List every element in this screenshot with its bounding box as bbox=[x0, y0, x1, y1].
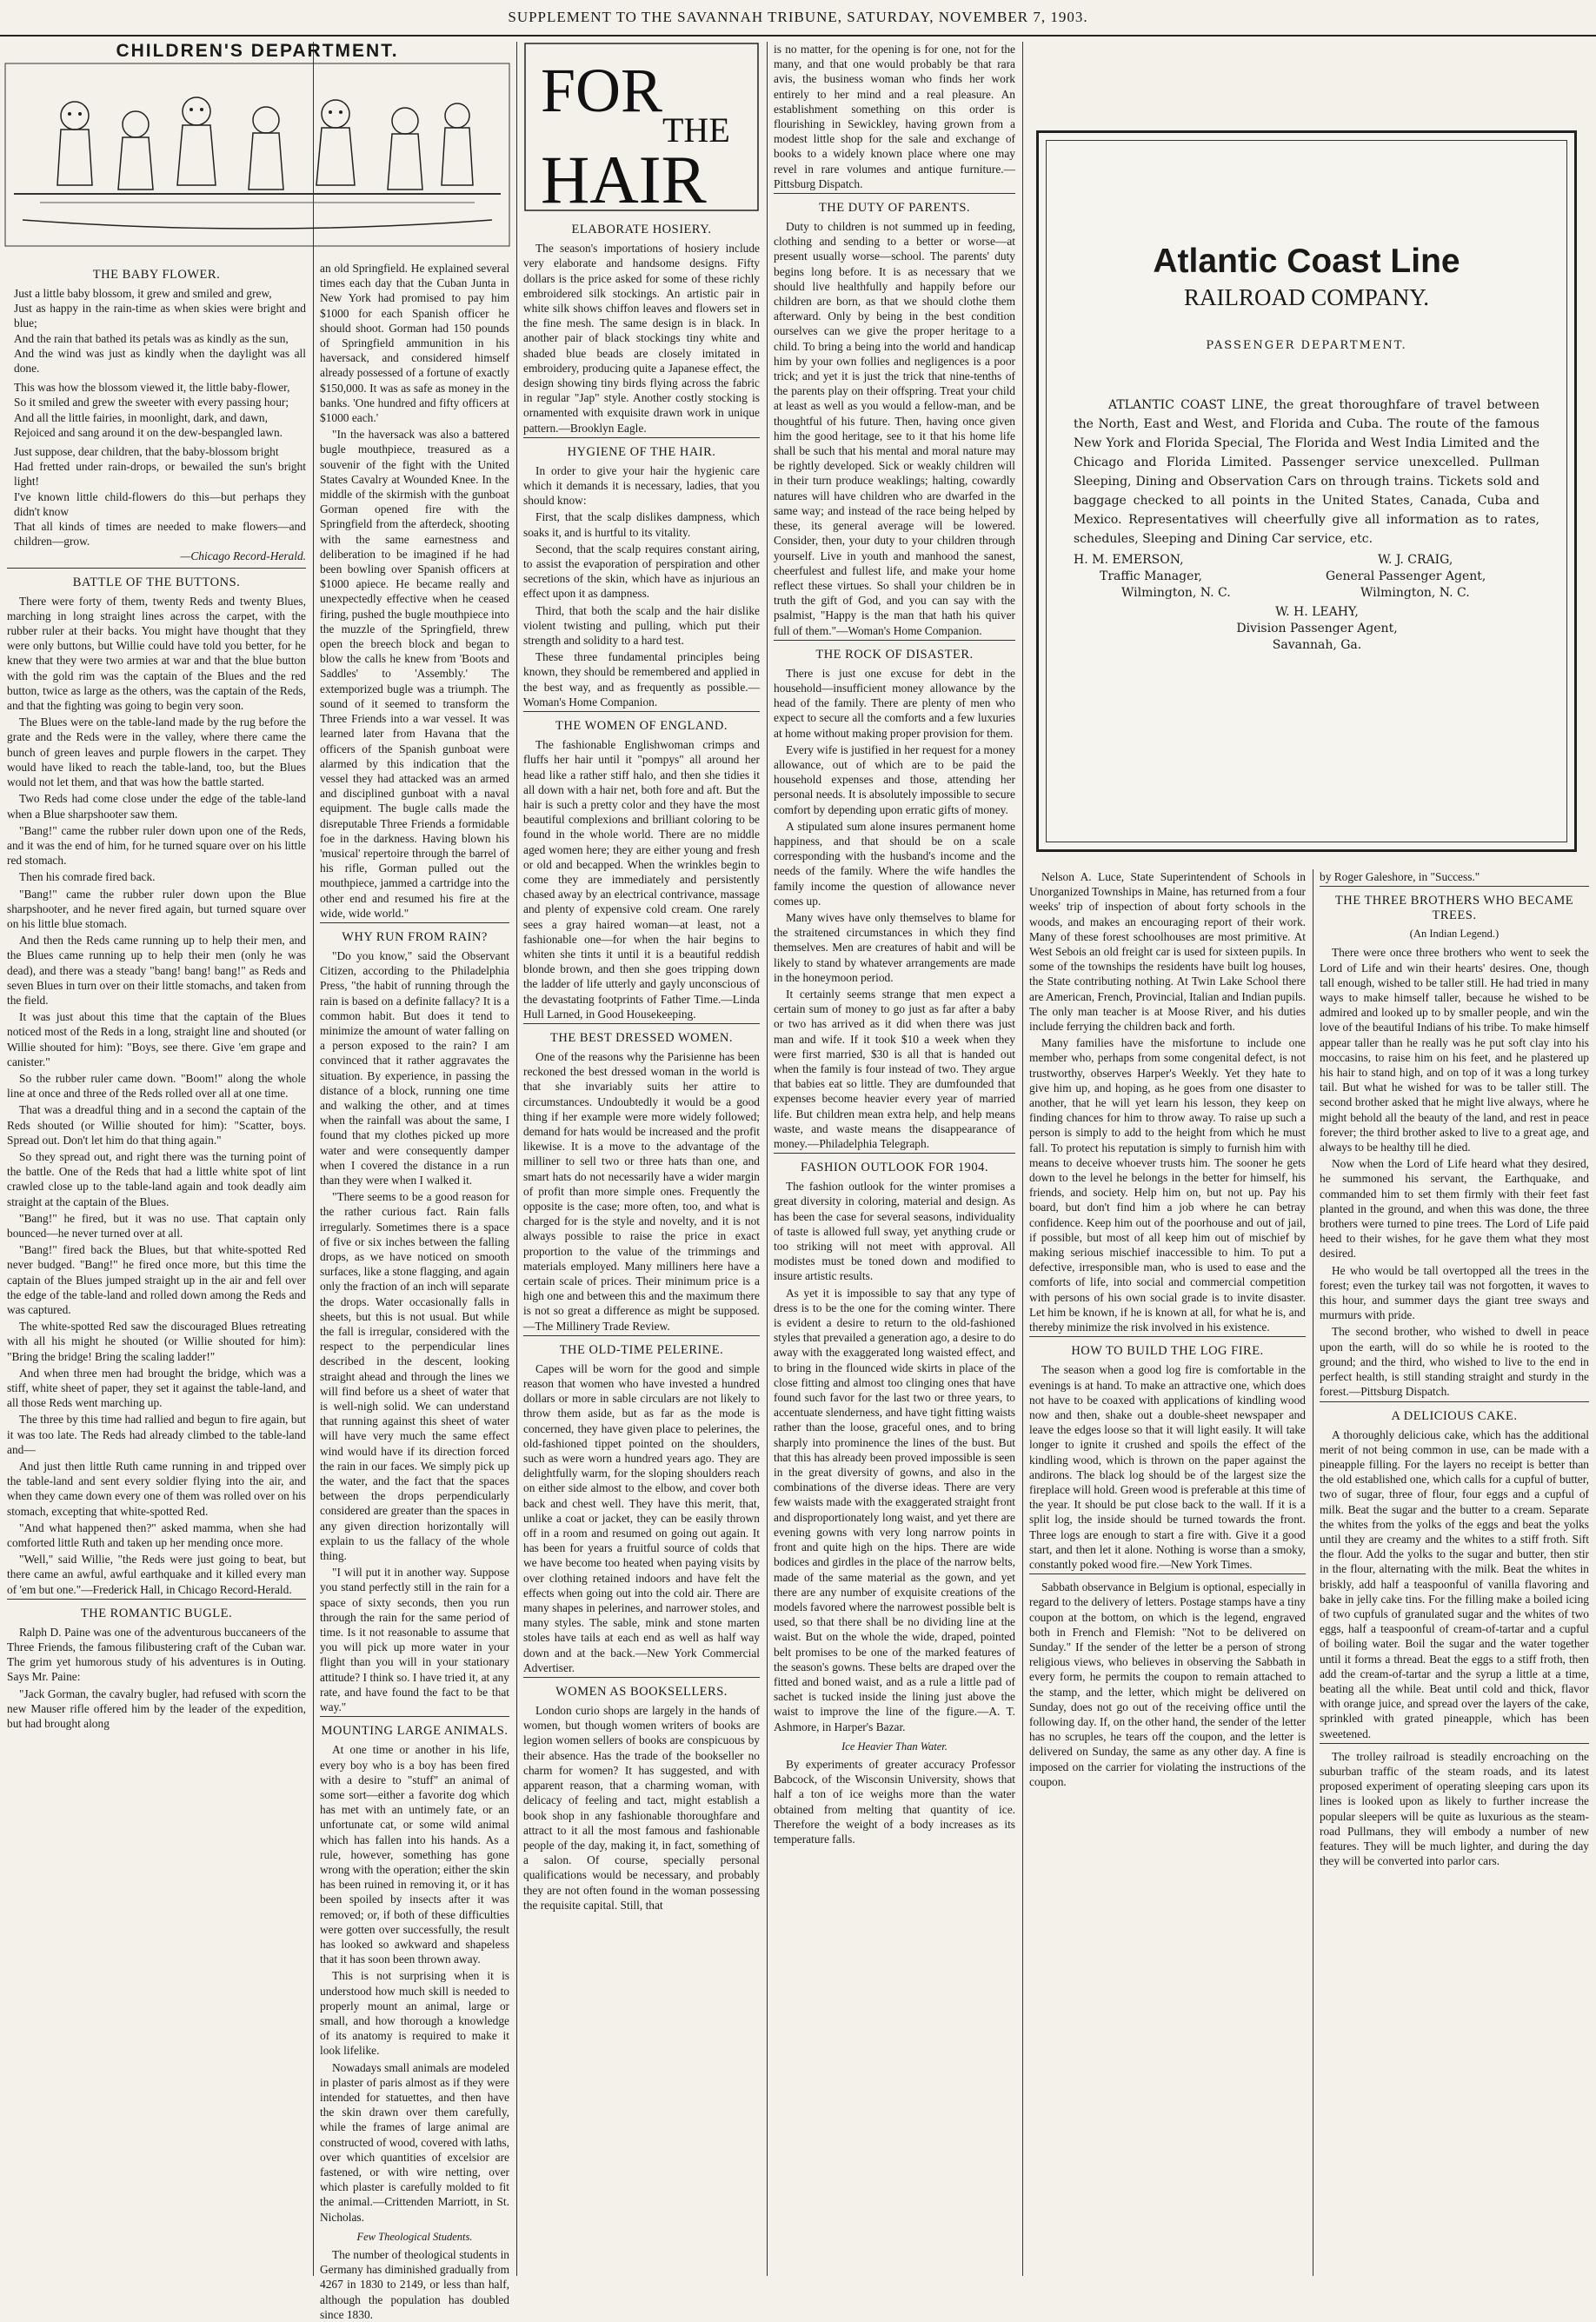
animals-title: MOUNTING LARGE ANIMALS. bbox=[321, 1724, 509, 1739]
paragraph: A stipulated sum alone insures permanent home happiness, and that should be on a scale corresponding with the husband's income and the needs of the family. Where the wife handles the family income the question of allowance never comes up. bbox=[774, 819, 1015, 908]
paragraph: an old Springfield. He explained several times each day that the Cuban Junta in New York had promised to pay him $1000 for each Spanish officer he should shoot. Gorman had 150 pounds of Springfield ammunition in his haversack, and considered himself already possessed of a fortune of exactly $150,000. It was as safe as money in the banks. 'One hundred and fifty officers at $1000 each.' bbox=[320, 262, 509, 425]
paragraph: These three fundamental principles being known, they should be remembered and applied in the best way, and as frequently as possible.—Woman's Home Companion. bbox=[523, 650, 760, 709]
romantic-bugle-title: THE ROMANTIC BUGLE. bbox=[80, 1606, 233, 1620]
paragraph: "Do you know," said the Observant Citizen, according to the Philadelphia Press, "the habit of running through the rain is based on a definite fallacy? It is a common habit. But does it tend to minimize the amount of water falling on a person exposed to the rain? I am convinced that it rather aggravates the situation. By experience, in passing the distance of a block, running one time and walking the other, and at times when the rainfall was about the same, I found that my clothes picked up more water and were consequently damper when I covered the distance in a run than they were when I walked it. bbox=[320, 948, 509, 1187]
paragraph: "Bang!" came the rubber ruler down upon the Blue sharpshooter, and he never fired again, but turned square over on his little blue stomach. bbox=[7, 887, 306, 930]
divider bbox=[774, 1153, 1015, 1154]
paragraph: The season's importations of hosiery include very elaborate and handsome designs. Fifty dollars is the price asked for some of these richly embroidered silk stockings. An artistic pair in white silk shows chiffon leaves and flowers set in the fine mesh. The same design is in black. In another pair of black stockings tiny white and shaded blue beads are closely imitated in embroidery, producing quite a Japanese effect, the design showing tiny birds flying across the fabric in regular "Jap" style. Another costly stocking is ornamented with exquisite drawn work in unique pattern.—Brooklyn Eagle. bbox=[523, 242, 760, 435]
paragraph: The season when a good log fire is comfortable in the evenings is at hand. To make an attractive one, which does not have to be coaxed with applications of kindling wood now and then, shake out a double-sheet newspaper and leave the edges loose so that it will light easily. It will take longer to ignite it crushed and spoils the effect of the kindling wood, which is thrown on the paper against the andirons. The black log should be of the largest size the fireplace will hold. Green wood is preferable at this time of the year. It should be put close back to the wall. If it is a split log, the inside should be turned towards the front. Three logs are enough to start a fire with. Give it a good start, and then let it alone. Nothing is worse than a smoky, constantly poked wood fire.—New York Times. bbox=[1029, 1363, 1306, 1571]
paragraph: And just then little Ruth came running in and tripped over the table-land and sent every soldier flying into the air, and when they came down every one of them was rolled over on his stomach, excepting that white-spotted Red. bbox=[7, 1460, 306, 1518]
ad-signature-title: Traffic Manager, bbox=[1100, 569, 1202, 583]
children-illustration bbox=[5, 63, 509, 246]
divider bbox=[1320, 886, 1589, 887]
divider bbox=[1320, 1743, 1589, 1744]
column-6 bbox=[1320, 869, 1589, 2276]
column-rule bbox=[313, 42, 314, 2276]
for-the-hair-masthead bbox=[523, 42, 760, 217]
paragraph: "Jack Gorman, the cavalry bugler, had refused with scorn the new Mauser rifle offered him by the leader of the expedition, but had brought along bbox=[7, 1687, 306, 1731]
poem-line: I've known little child-flowers do this—but perhaps they didn't know bbox=[14, 489, 306, 518]
column-rule bbox=[516, 42, 517, 2276]
paragraph: And then the Reds came running up to help their men, and the Blues came running up to help their men (only he was dead), and there was a steady "bang! bang! bang!" as Reds and seven Blues in turn over on their little stomachs, and taken from the field. bbox=[7, 934, 306, 1007]
poem-line: And the wind was just as kindly when the daylight was all done. bbox=[14, 346, 306, 376]
paragraph: And when three men had brought the bridge, which was a stiff, white sheet of paper, they set it against the table-land, and all those Reds went marching up. bbox=[7, 1366, 306, 1410]
divider bbox=[320, 922, 509, 923]
ad-signature-city: Wilmington, N. C. bbox=[1360, 586, 1470, 600]
divider bbox=[523, 437, 760, 438]
paragraph: So they spread out, and right there was the turning point of the battle. One of the Reds that had a little white spot of lint crawled close up to the table-land again and took deadly aim straight at the captain of the Blues. bbox=[7, 1149, 306, 1208]
paragraph: Two Reds had come close under the edge of the table-land when a Blue sharpshooter saw them. bbox=[7, 792, 306, 821]
poem-line: And all the little fairies, in moonlight, dark, and dawn, bbox=[14, 410, 268, 424]
paragraph: The second brother, who wished to dwell in peace upon the earth, will do so while he is rooted to the ground; and the third, who wished to live to the end in perfect health, is still standing straight and sturdy in the forest.—Pittsburg Dispatch. bbox=[1320, 1325, 1589, 1399]
poem-line: Just suppose, dear children, that the baby-blossom bright bbox=[14, 445, 279, 459]
paragraph: First, that the scalp dislikes dampness, which soaks it, and is hurtful to its vitality. bbox=[523, 510, 760, 539]
paragraph: As yet it is impossible to say that any type of dress is to be the one for the coming winter. There is evident a desire to return to the old-fashioned styles that prevailed a generation ago, a desire to do away with the exaggerated long waisted effect, and to bring in the flounced wide skirts in place of the close fitting and almost too clinging ones that have found such favor for the last two or three years, to accentuate slenderness, and have tight fitting waists rather than the loose, graceful ones, and to bring sharply into prominence the lines of the bust. But that this has already been proved impossible is seen in the great diversity of gowns, and also in the combinations of the diverse ideas. There are very few waists made with the exaggerated straight front and disproportionately long waist, and yet there are evening gowns with very long narrow points in front and quite high on the hips. There are wide bodices and girdles in the place of the narrow belts, made of the same material as the gown, and yet there are any number of exquisite creations of the models favored where the narrowest possible belt is used, so that there shall be no dividing line at the waist. But on the whole the wide, draped, pointed belt promises to be one of the marked features of the season's gowns. These belts are draped over the fitted and boned waist, and as a rule a little pad of sachet is tucked inside the lining just above the waist to improve the line of the figure.—A. T. Ashmore, in Harper's Bazar. bbox=[774, 1286, 1015, 1733]
divider bbox=[774, 193, 1015, 194]
rain-title: WHY RUN FROM RAIN? bbox=[342, 929, 488, 944]
title-the: THE bbox=[662, 110, 730, 150]
paragraph: The white-spotted Red saw the discouraged Blues retreating with all his might he shouted (or Willie shouted for him): "Bring the bridge! Bring the scaling ladder!" bbox=[7, 1320, 306, 1363]
ice-title: Ice Heavier Than Water. bbox=[841, 1740, 948, 1753]
paragraph: The number of theological students in Germany has diminished gradually from 4267 in 1830 to 2149, or less than half, although the population has doubled since 1830. bbox=[320, 2248, 509, 2321]
hygiene-title: HYGIENE OF THE HAIR. bbox=[567, 444, 716, 459]
paragraph: It certainly seems strange that men expect a certain sum of money to go just as far after a baby or two has arrived as it did when there was just man and wife. If it took $10 a week when they were first married, $30 is all that is handed out when the family is four instead of two. They argue that babies eat so little. They are dumfounded that expenses become heavier every year of married life. But children mean extra help, and help means waste, and waste means the disappearance of money.—Philadelphia Telegraph. bbox=[774, 987, 1015, 1151]
paragraph: Many wives have only themselves to blame for the straitened circumstances in which they find themselves. Men are creatures of habit and will be likely to stand by whatever arrangements are made in the honeymoon period. bbox=[774, 910, 1015, 984]
hosiery-title: ELABORATE HOSIERY. bbox=[571, 223, 712, 237]
paragraph: The fashion outlook for the winter promises a great diversity in coloring, material and design. As has been the case for several seasons, individuality of taste is allowed full sway, yet anything crude or too striking will not meet with approval. All modistes must be toned down and modified to insure artistic results. bbox=[774, 1180, 1015, 1283]
paragraph: The trolley railroad is steadily encroaching on the suburban traffic of the steam roads, and its latest proposed experiment of operating sleeping cars upon its lines is looked upon as likely to further increase the popular sleepers will be quite as luxurious as the steam-road Pullmans, they will embody a number of new features. They will be much lighter, and during the day they will be converted into parlor cars. bbox=[1320, 1749, 1589, 1868]
column-rule bbox=[1022, 42, 1023, 2276]
poem-line: This was how the blossom viewed it, the little baby-flower, bbox=[14, 381, 290, 395]
divider bbox=[523, 1023, 760, 1024]
fashion-outlook-title: FASHION OUTLOOK FOR 1904. bbox=[800, 1161, 989, 1175]
paragraph: is no matter, for the opening is for one, not for the many, and that one would probably be that rara avis, the business woman who finds her work entirely to her mind and a real pleasure. An establishment something on this order is flourishing in Sewickley, having grown from a modest little shop for the sale and exchange of books to a widely known place where one may revel in rare volumes and antique furniture.—Pittsburg Dispatch. bbox=[774, 43, 1015, 190]
paragraph: At one time or another in his life, every boy who is a boy has been fired with a desire to "stuff" an animal of some sort—either a favorite dog which has met with an untimely fate, or an unfortunate cat, or some wild animal which has fallen into his hands. As a rule, however, something has gone wrong with the operation; either the skin has been ruined in removing it, or it has been spoiled by insects after it was removed; or, if both of these difficulties were gotten over successfully, the result has looked so awkward and shapeless that it has soon been thrown away. bbox=[320, 1743, 509, 1966]
divider bbox=[523, 1335, 760, 1336]
poem-line: And the rain that bathed its petals was as kindly as the sun, bbox=[14, 331, 289, 345]
paragraph: Capes will be worn for the good and simple reason that women who have invested a hundred dollars or more in sable circulars are not likely to throw them aside, but as far as the mode is concerned, they have given place to pelerines, the old-fashioned tippet pointed on the shoulders, such as were worn a hundred years ago. They are delightfully warm, for the sloping shoulders reach on either side almost to the elbow, and cover both back and chest well. They have this merit, that, unlike a coat or jacket, they can be easily thrown off in a room and resumed on going out again. It has been for years a fruitful source of colds that we have become too heated when paying visits by over clothing retained indoors and have felt the effects when going out into the cold air. There are many shapes in pelerines, and narrower stoles, and many styles. The sable, mink and stone marten stoles have tails at each end as well as half way down and at the back.—New York Commercial Advertiser. bbox=[523, 1361, 760, 1674]
poem-credit: —Chicago Record-Herald. bbox=[180, 549, 306, 563]
paragraph: There were forty of them, twenty Reds and twenty Blues, marching in long straight lines across the carpet, with the rubber ruler at their backs. You might have thought that they were only buttons, but Willie could have told you better, for he knew that they were two armies at war and that the blue button with the gold rim was the captain of the Blues and the red button, twice as large as the others, was the captain of the Reds, and that the fighting was going to begin very soon. bbox=[7, 594, 306, 713]
paragraph: Sabbath observance in Belgium is optional, especially in regard to the delivery of letters. Postage stamps have a tiny coupon at the bottom, on which is the legend, engraved both in French and Flemish: "Not to be delivered on Sunday." If the sender of the letter be a person of strong religious views, who believes in observing the Sabbath in every form, he permits the coupon to remain attached to the stamp, and the letter, which might be delivered on Sunday, does not go out of the receiving office until the following day. If, on the other hand, the sender of the letter has no scruples, he tears off the coupon, and the letter is delivered on Sunday, the same as any other day. A fine is imposed on the carrier for violating the instructions of the coupon. bbox=[1029, 1580, 1306, 1788]
ad-signatures bbox=[1074, 552, 1539, 652]
ad-department: PASSENGER DEPARTMENT. bbox=[1206, 339, 1407, 352]
ad-signature-name: W. J. CRAIG, bbox=[1378, 553, 1453, 567]
divider bbox=[1320, 1401, 1589, 1402]
ad-company-name: Atlantic Coast Line bbox=[1153, 243, 1460, 280]
battle-buttons-title: BATTLE OF THE BUTTONS. bbox=[72, 575, 241, 589]
paragraph: "Bang!" fired back the Blues, but that white-spotted Red never budged. "Bang!" he fired once more, but this time the captain of the Blues jumped straight up in the air and fell over the edge of the table-land and rolled down among the Reds and was captured. bbox=[7, 1243, 306, 1316]
women-england-title: THE WOMEN OF ENGLAND. bbox=[555, 719, 728, 734]
paragraph: "And what happened then?" asked mamma, when she had comforted little Ruth and taken up her mending once more. bbox=[7, 1520, 306, 1550]
ad-signature-city: Savannah, Ga. bbox=[1272, 638, 1362, 652]
poem-line: That all kinds of times are needed to make flowers—and children—grow. bbox=[14, 520, 306, 549]
column-3 bbox=[523, 42, 760, 2276]
paragraph: "I will put it in another way. Suppose you stand perfectly still in the rain for a space of sixty seconds, then you run through the rain for the same period of time. Is it not reasonable to assume that you will pick up more water in your flight than you will in your stationary attitude? I think so. I have tried it, at any rate, and have found the fact to be that way." bbox=[320, 1566, 509, 1714]
ad-railroad: RAILROAD COMPANY. bbox=[1183, 284, 1430, 310]
divider bbox=[1029, 1336, 1306, 1337]
rock-disaster-title: THE ROCK OF DISASTER. bbox=[815, 647, 974, 662]
paragraph: By experiments of greater accuracy Professor Babcock, of the Wisconsin University, shows that half a ton of ice weighs more than the water obtained from melting that quantity of ice. Therefore the weight of a body increases as its temperature falls. bbox=[774, 1757, 1015, 1846]
childrens-department-banner: CHILDREN'S DEPARTMENT. bbox=[116, 41, 399, 61]
column-5 bbox=[1029, 869, 1306, 2276]
title-hair: HAIR bbox=[541, 142, 707, 217]
column-rule bbox=[767, 42, 768, 2276]
divider bbox=[7, 568, 306, 569]
paragraph: "Well," said Willie, "the Reds were just going to beat, but there came an awful, awful earthquake and it killed every man of 'em but one."—Frederick Hall, in Chicago Record-Herald. bbox=[7, 1553, 306, 1596]
ad-signature-name: H. M. EMERSON, bbox=[1074, 553, 1184, 567]
paragraph: Many families have the misfortune to include one member who, perhaps from some congenital defect, is not trustworthy, observes Harper's Weekly. Yet they hate to give him up, and hoping, as he goes from one disaster to another, that he will yet learn his lesson, they keep on finding chances for him to throw away. To raise up such a person is simply to add to the height from which he must fall. To protect his reputation is simply to furnish him with means to deceive whoever trusts him. The sooner he gets down to the level he belongs in the better for himself, his friends, and society. Help him on, but not up. Pay his board, but don't find him a job where he can betray confidence. Keep him out of the poorhouse and out of jail, if possible, but most of all keep him out of mischief by making serious mischief inaccessible to him. To put a defective, irresponsible man, who is used to ease and the comforts of life, into social and commercial competition with persons of his own social grade is to invite disaster. Let him be known, if he is known at all, for what he is, and thereby minimize the risk involved in his existence. bbox=[1029, 1036, 1306, 1334]
booksellers-title: WOMEN AS BOOKSELLERS. bbox=[555, 1685, 728, 1700]
paragraph: by Roger Galeshore, in "Success." bbox=[1320, 870, 1480, 883]
poem-line: Had fretted under rain-drops, or bewailed the sun's bright light! bbox=[14, 460, 306, 489]
pelerine-title: THE OLD-TIME PELERINE. bbox=[559, 1342, 724, 1357]
baby-flower-poem bbox=[7, 286, 306, 549]
delicious-cake-title: A DELICIOUS CAKE. bbox=[1391, 1408, 1518, 1423]
paragraph: So the rubber ruler came down. "Boom!" along the whole line at once and three of the Reds rolled over all at one time. bbox=[7, 1071, 306, 1101]
legend-subtitle: (An Indian Legend.) bbox=[1409, 928, 1500, 941]
paragraph: Every wife is justified in her request for a money allowance, out of which are to be paid the household expenses and those, attending her personal needs. It is absolutely impossible to secure comfort by depending upon erratic gifts of money. bbox=[774, 742, 1015, 816]
paragraph: "There seems to be a good reason for the rather curious fact. Rain falls irregularly. Sometimes there is a space of five or six inches between the falling drops, as we have noticed on smooth surfaces, like a stone flagging, and again only the fraction of an inch will separate the drops. Water occasionally falls in sheets, but this is not usual. But while the fall is irregular, considered with the respect to the perpendicular lines described in the descent, looking straight ahead and through the lines we will find before us a sheet of water that is well-nigh solid. We can understand that running against this sheet of water will have very much the same effect wind would have if its direction forced the rain in our faces. We simply pick up the water, and the fact that the spaces between the drops perpendicularly considered are greater than the spaces in any given direction horizontally will explain to us the fallacy of the whole thing. bbox=[320, 1190, 509, 1563]
paragraph: In order to give your hair the hygienic care which it demands it is necessary, ladies, that you should know: bbox=[523, 463, 760, 508]
paragraph: Nelson A. Luce, State Superintendent of Schools in Unorganized Townships in Maine, has returned from a four weeks' trip of inspection of about forty schools in the woods, and makes an encouraging report of their work. Many of these forest schoolhouses are most primitive. At West Sebois an old freight car is used for sixteen pupils. In some of the townships the residents have built log houses, the State contributing nothing. At Twin Lake School there are American, French, Provincial, Italian and Indian pupils. The only man teacher is at Moose River, and his duties include ferrying the children back and forth. bbox=[1029, 870, 1307, 1034]
divider bbox=[523, 1677, 760, 1678]
ad-inner-border bbox=[1046, 140, 1567, 842]
paragraph: This is not surprising when it is understood how much skill is needed to properly mount an animal, large or small, and how thorough a knowledge of its anatomy is required to make it look lifelike. bbox=[320, 1969, 509, 2058]
divider bbox=[320, 1716, 509, 1717]
ad-signature-title: General Passenger Agent, bbox=[1326, 569, 1486, 583]
ad-signature-title: Division Passenger Agent, bbox=[1236, 622, 1398, 635]
masthead: SUPPLEMENT TO THE SAVANNAH TRIBUNE, SATURDAY, NOVEMBER 7, 1903. bbox=[0, 0, 1596, 37]
paragraph: Now when the Lord of Life heard what they desired, he summoned his servant, the Earthquake, and commanded him to set them firmly with their feet fast planted in the ground, and when this was done, the three brothers were turned to pine trees. The Lord of Life paid heed to their wishes, for he gave them what they most desired. bbox=[1320, 1157, 1589, 1261]
poem-line: Just as happy in the rain-time as when skies were bright and blue; bbox=[14, 302, 306, 330]
paragraph: Then his comrade fired back. bbox=[19, 870, 156, 884]
paragraph: One of the reasons why the Parisienne has been reckoned the best dressed woman in the world is that she invariably suits her attire to circumstances. Undoubtedly it would be a good thing if her example were more widely followed; demand for hats would be increased and the profit likewise. It is a move to the advantage of the milliner to sell two or three hats than one, and smart hats do not necessarily have a wider margin of profit than more simple ones. Frequently the opposite is the case; more often, too, and what is charged for is the style and novelty, and it is not always possible to raise the price in exact proportion to the value of the trimmings and materials employed. Many milliners here have a certain scale of prices. Their minimum price is a high one and between this and the maximum there is not so great a difference as might be supposed.—The Millinery Trade Review. bbox=[523, 1049, 760, 1333]
paragraph: London curio shops are largely in the hands of women, but though women writers of books are legion women sellers of books are conspicuous by their absence. Has the trade of the bookseller no charm for women? It has suggested, and with apparent reason, that a charming woman, with delicacy of feeling and tact, might establish a book shop in any fashionable thoroughfare and attract to it all the most famous and fashionable people of the day, making it, in fact, something of a salon. Of course, specially personal qualifications would be necessary, and probably they are not often found in the woman possessing the requisite capital. Still, that bbox=[523, 1704, 760, 1912]
paragraph: "Bang!" he fired, but it was no use. That captain only bounced—he never turned over at all. bbox=[7, 1211, 306, 1240]
ad-signature-city: Wilmington, N. C. bbox=[1121, 586, 1231, 600]
paragraph: Ralph D. Paine was one of the adventurous buccaneers of the Three Friends, the famous filibustering craft of the Cuban war. The grim yet humorous study of his adventures is in Outing. Says Mr. Paine: bbox=[7, 1625, 306, 1684]
paragraph: Second, that the scalp requires constant airing, to assist the evaporation of perspiration and other secretions of the skin, which have as injurious an effect upon it as dampness. bbox=[523, 542, 760, 601]
paragraph: The Blues were on the table-land made by the rug before the grate and the Reds were in the valley, where there came the bunch of green leaves and purple flowers in the carpet. They would have liked to reach the table-land, too, but the Blues would not let them, and that was how the battle started. bbox=[7, 715, 306, 789]
divider bbox=[774, 640, 1015, 641]
paragraph: There were once three brothers who went to seek the Lord of Life and win their hearts' desires. One, though tall enough, wished to be taller still. He had tried in many ways to make himself taller, because he wished to be admired and looked up to by smaller people, and win the love of the beautiful Indians of his tribe. To make himself appear taller than he really was he put soft clay into his moccasins, to raise him on his feet, and he plastered up his hair to stand high, and on top of it was a long turkey tail. But what he wished for was to be taller still. The second brother asked that he might live always, where he might behold all the beauty of the land, and rest in peace forever; the third brother asked to live to a great age, and always to be healthy till he died. bbox=[1320, 946, 1589, 1154]
paragraph: There is just one excuse for debt in the household—insufficient money allowance by the head of the family. There are plenty of men who expect to secure all the comforts and a few luxuries at home without making proper provision for them. bbox=[774, 666, 1015, 740]
ad-signature-left bbox=[1074, 552, 1300, 602]
poem-line: So it smiled and grew the sweeter with every passing hour; bbox=[14, 396, 289, 409]
divider bbox=[7, 1599, 306, 1600]
ad-signature-name: W. H. LEAHY, bbox=[1275, 605, 1359, 619]
paragraph: The fashionable Englishwoman crimps and fluffs her hair until it "pompys" all around her head like a rather stiff halo, and then she tidies it all down with a hair net, both fore and aft. But the hair is such a pretty color and they have the most beautiful complexions and brilliant coloring to be found in the whole world. There are no middle aged women here; they are either young and fresh or old and becapped. When the wrinkles begin to come they are immediately and persistently chased away by an electrical contrivance, massage and plenty of expensive cold cream. One rarely sees a gray haired woman—at least, not a fashionable one—for when the hair begins to whiten she tints it until it is a beautiful reddish blonde brown, and then she goes tripping down the ladder of life utterly and gayly unconscious of the devastating footprints of Father Time.—Linda Hull Larned, in Good Housekeeping. bbox=[523, 738, 760, 1021]
ad-body-text: ATLANTIC COAST LINE, the great thoroughfare of travel between the North, East and West, and Florida and Cuba. The route of the famous New York and Florida Special, The Florida and West India Limited and the Chicago and Florida Limited. Passenger service unexcelled. Pullman Sleeping, Dining and Observation Cars on through trains. Tickets sold and baggage checked to all points in the United States, Canada, Cuba and Mexico. Representatives will cheerfully give all information as to rates, schedules, Sleeping and Dining Car service, etc. bbox=[1074, 398, 1539, 546]
log-fire-title: HOW TO BUILD THE LOG FIRE. bbox=[1071, 1344, 1264, 1359]
paragraph: The three by this time had rallied and begun to fire again, but it was too late. The Reds had already climbed to the table-land and— bbox=[7, 1413, 306, 1456]
paragraph: A thoroughly delicious cake, which has the additional merit of not being common in use, can be made with a pineapple filling. For the layers no receipt is better than the old established one, which calls for a cupful of butter, two of sugar, three of flour, four eggs and a cupful of milk. Beat the sugar and the butter to a cream. Separate the whites from the yolks of the eggs and beat the yolks until they are creamy and the whites to a stiff froth. Sift the flour. Add the yolks to the sugar and butter, then stir in the flour, alternating with the milk. Beat the whites in briskly, add half a teaspoonful of vanilla flavoring and bake in jelly cake tins. For the filling make a boiled icing of two cupfuls of granulated sugar and the whites of two eggs, half a teaspoonful of cream-of-tartar and a cupful of boiling water. Boil the sugar and the water together until it forms a thread. Beat the eggs to a stiff froth, then add the cream-of-tartar and the syrup a little at a time, beating all the while. Beat until cold and thick, flavor with orange juice, and spread over the layers of the cake, sprinkled with grated pineapple, which has been sweetened. bbox=[1320, 1427, 1589, 1740]
title-for: FOR bbox=[541, 56, 663, 125]
paragraph: "Bang!" came the rubber ruler down upon one of the Reds, and it was the end of him, for he turned square over on his little red stomach. bbox=[7, 823, 306, 868]
baby-flower-title: THE BABY FLOWER. bbox=[92, 268, 221, 282]
column-4 bbox=[774, 42, 1015, 2276]
duty-parents-title: THE DUTY OF PARENTS. bbox=[818, 201, 971, 216]
theological-title: Few Theological Students. bbox=[356, 2230, 473, 2243]
paragraph: Nowadays small animals are modeled in plaster of paris almost as if they were intended for statuettes, and then have the skin drawn over them carefully, while the frames of large animal are constructed of wood, covered with laths, over which quantities of excelsior are fastened, or with wire netting, over which plaster is carefully molded to fit the animal.—Crittenden Marriott, in St. Nicholas. bbox=[320, 2060, 509, 2224]
paragraph: Third, that both the scalp and the hair dislike violent twisting and pulling, which put their strength and solidity to a hard test. bbox=[523, 603, 760, 648]
poem-line: Just a little baby blossom, it grew and smiled and grew, bbox=[14, 287, 272, 300]
paragraph: He who would be tall overtopped all the trees in the forest; even the turkey tail was not forgotten, it waves to this hour, and summer days the giant tree sways and murmurs with pride. bbox=[1320, 1263, 1589, 1322]
paragraph: That was a dreadful thing and in a second the captain of the Reds shouted (or Willie shouted for him): "Scatter, boys. Spread out. Don't let him do that thing again." bbox=[7, 1103, 306, 1147]
column-2 bbox=[320, 261, 509, 2321]
atlantic-coast-line-ad bbox=[1036, 130, 1577, 852]
paragraph: It was just about this time that the captain of the Blues noticed most of the Reds in a long, straight line and shouted (or Willie shouted for him): "Boys, see there. Give 'em grape and canister." bbox=[7, 1010, 306, 1068]
three-brothers-title: THE THREE BROTHERS WHO BECAME TREES. bbox=[1334, 894, 1574, 923]
ad-signature-center bbox=[1178, 604, 1456, 654]
ad-signature-right bbox=[1326, 552, 1552, 602]
best-dressed-title: THE BEST DRESSED WOMEN. bbox=[550, 1030, 733, 1045]
divider bbox=[523, 711, 760, 712]
column-1 bbox=[7, 261, 306, 2276]
paragraph: "In the haversack was also a battered bugle mouthpiece, treasured as a souvenir of the fight with the United States Cavalry at Wounded Knee. In the middle of the skirmish with the gunboat Gorman opened fire with the Springfield from the afterdeck, shooting with the same earnestness and deliberation to be imagined if he had been bowling over Spanish officers at $1000 apiece. He became really and unexpectedly effective when he ceased firing, pushed the bugle mouthpiece into the muzzle of the Springfield, threw open the breech block and began to blow the calls he knew from 'Boots and Saddles' to 'Assembly.' The extemporized bugle was a triumph. The sound of it seemed to transform the Three Friends into a war vessel. It was learned later from Havana that the officers of the Spanish gunboat were alarmed by this indication that the vessel they had attacked was an armed and disciplined gunboat with a naval equipment. The bugle calls made the disreputable Three Friends a formidable foe in the darkness. Having blown his 'musical' repertoire through the barrel of his rifle, Gorman pulled out the mouthpiece, jammed a cartridge into the other end and resumed his fire at the wide, wide world." bbox=[320, 428, 509, 920]
paragraph: Duty to children is not summed up in feeding, clothing and sending to a better or worse—at present usually worse—school. The parents' duty begins long before. It is as necessary that we should live healthfully and happily before our children are born, as that we should clothe them afterward. Only by being in the best condition ourselves can we give the proper heritage to a child. To bring a being into the world and handicap him by your own follies and negligences is a poor trick; and yet it is just the trick that nine-tenths of the parents play on their offspring. Treat your child at least as well as you would a fellow-man, and be thoughtful of his future. Then, having once given him the good heritage, see to it that his home life shall be such that his mental and moral nature may be rightly developed. Sick or weakly children will in their turn produce weaklings; halting, cowardly natures will have children who are dwarfed in the same way; and instead of the race being helped by these, its general average will be lowered. Consider, then, your duty to your children through yourself. Live in youth and manhood the sanest, cheerfulest and fullest life, and make your home reflect these virtues. So shall your children be in truth the gift of God, and you can say with the psalmist, "Happy is the man that hath his quiver full of them."—Woman's Home Companion. bbox=[774, 220, 1015, 637]
poem-line: Rejoiced and sang around it on the dew-bespangled lawn. bbox=[14, 425, 283, 439]
